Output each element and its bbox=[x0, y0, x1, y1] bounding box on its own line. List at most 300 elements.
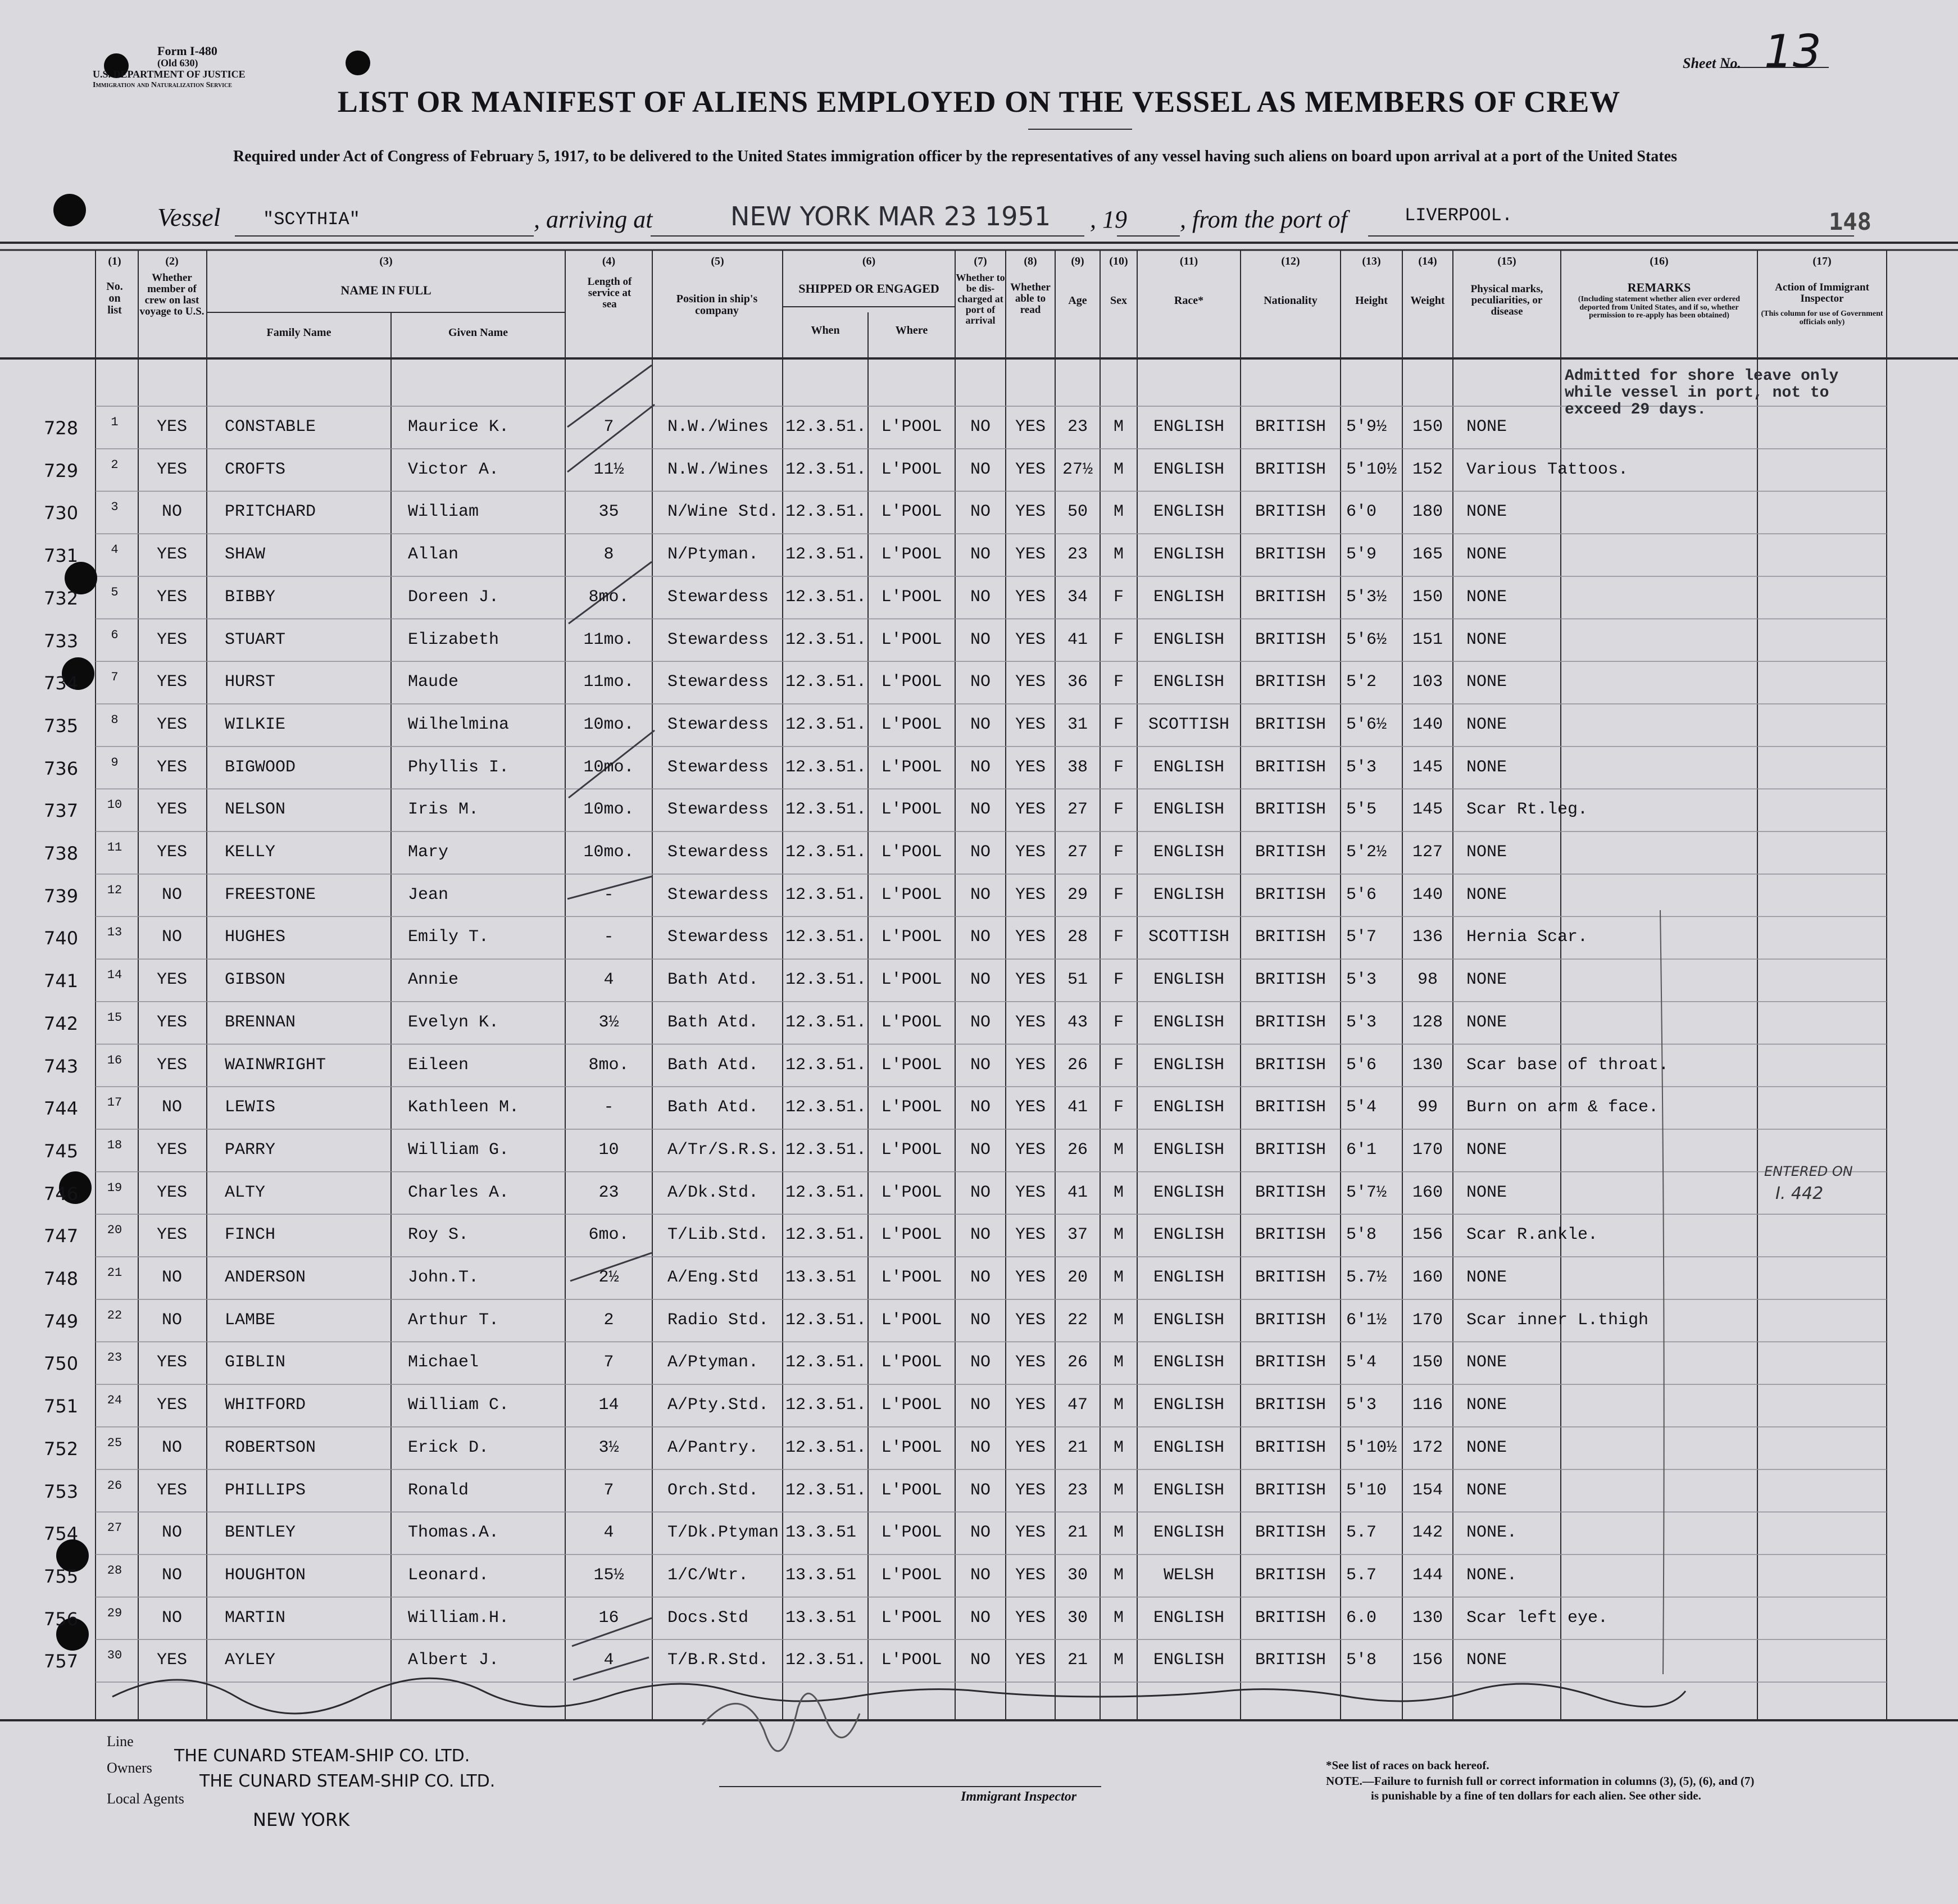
cell-position: A/Eng.Std bbox=[667, 1268, 759, 1287]
cell-height: 5'5 bbox=[1346, 800, 1377, 820]
cell-sex: M bbox=[1113, 1480, 1124, 1500]
cell-disch: NO bbox=[970, 545, 991, 565]
cell-last: YES bbox=[156, 1480, 187, 1500]
cell-disch: NO bbox=[970, 928, 991, 947]
cell-ref: 730 bbox=[44, 502, 79, 524]
cell-position: Docs.Std bbox=[667, 1608, 749, 1628]
cell-race: ENGLISH bbox=[1153, 630, 1225, 649]
cell-no: 26 bbox=[107, 1478, 122, 1493]
cell-nat: BRITISH bbox=[1255, 885, 1326, 905]
cell-height: 5'3 bbox=[1346, 1396, 1377, 1415]
cell-read: YES bbox=[1015, 885, 1046, 905]
cell-read: YES bbox=[1015, 460, 1046, 479]
cell-sex: M bbox=[1113, 1608, 1124, 1628]
cell-given: Albert J. bbox=[408, 1651, 499, 1670]
cell-age: 30 bbox=[1067, 1565, 1088, 1585]
cell-ref: 743 bbox=[44, 1055, 79, 1077]
cell-family: PARRY bbox=[225, 1140, 276, 1160]
cell-family: STUART bbox=[225, 630, 286, 649]
cell-read: YES bbox=[1015, 1225, 1046, 1245]
cell-read: YES bbox=[1015, 1140, 1046, 1160]
cell-marks: NONE bbox=[1466, 1140, 1507, 1160]
cell-marks: NONE bbox=[1466, 885, 1507, 905]
cell-ref: 748 bbox=[44, 1268, 79, 1289]
cell-age: 23 bbox=[1067, 1480, 1088, 1500]
cell-nat: BRITISH bbox=[1255, 843, 1326, 862]
cell-weight: 130 bbox=[1412, 1608, 1443, 1628]
cell-last: YES bbox=[156, 672, 187, 692]
cell-height: 5'6½ bbox=[1346, 630, 1387, 649]
cell-ref: 752 bbox=[44, 1438, 79, 1460]
cell-where: L'POOL bbox=[881, 800, 942, 820]
cell-marks: Various Tattoos. bbox=[1466, 460, 1629, 479]
cell-ref: 749 bbox=[44, 1310, 79, 1332]
cell-when: 12.3.51. bbox=[785, 1055, 867, 1075]
col3-given: Given Name bbox=[448, 326, 508, 339]
cell-weight: 156 bbox=[1412, 1651, 1443, 1670]
cell-marks: NONE bbox=[1466, 587, 1507, 607]
cell-family: SHAW bbox=[225, 545, 266, 565]
cell-weight: 142 bbox=[1412, 1523, 1443, 1543]
cell-no: 6 bbox=[111, 628, 119, 642]
col3-family: Family Name bbox=[266, 326, 331, 339]
cell-age: 20 bbox=[1067, 1268, 1088, 1287]
cell-height: 5'3 bbox=[1346, 1012, 1377, 1032]
cell-ref: 753 bbox=[44, 1480, 79, 1502]
cell-disch: NO bbox=[970, 843, 991, 862]
cell-sex: F bbox=[1113, 843, 1124, 862]
cell-service: 11mo. bbox=[583, 630, 634, 649]
cell-nat: BRITISH bbox=[1255, 1098, 1326, 1117]
cell-marks: NONE bbox=[1466, 630, 1507, 649]
cell-where: L'POOL bbox=[881, 1268, 942, 1287]
cell-ref: 729 bbox=[44, 460, 79, 481]
cell-marks: NONE bbox=[1466, 1438, 1507, 1457]
cell-where: L'POOL bbox=[881, 1651, 942, 1670]
cell-no: 13 bbox=[107, 925, 122, 940]
cell-position: N.W./Wines bbox=[667, 460, 769, 479]
cell-given: Emily T. bbox=[408, 928, 489, 947]
cell-last: NO bbox=[161, 1438, 182, 1457]
cell-where: L'POOL bbox=[881, 672, 942, 692]
line-label: Line bbox=[107, 1733, 134, 1750]
cell-family: BRENNAN bbox=[225, 1012, 296, 1032]
cell-service: 7 bbox=[603, 1353, 614, 1373]
page-number: 148 bbox=[1829, 208, 1871, 235]
cell-given: Michael bbox=[408, 1353, 479, 1373]
cell-sex: F bbox=[1113, 672, 1124, 692]
cell-service: 3½ bbox=[598, 1438, 619, 1457]
cell-marks: NONE bbox=[1466, 757, 1507, 777]
cell-height: 5'10 bbox=[1346, 1480, 1387, 1500]
cell-race: ENGLISH bbox=[1153, 757, 1225, 777]
cell-no: 2 bbox=[111, 457, 119, 472]
cell-height: 5'6 bbox=[1346, 1055, 1377, 1075]
cell-nat: BRITISH bbox=[1255, 1438, 1326, 1457]
col11-label: Race* bbox=[1174, 294, 1204, 307]
cell-nat: BRITISH bbox=[1255, 928, 1326, 947]
cell-service: 3½ bbox=[598, 1012, 619, 1032]
cell-when: 13.3.51 bbox=[785, 1523, 857, 1543]
cell-age: 38 bbox=[1067, 757, 1088, 777]
cell-nat: BRITISH bbox=[1255, 587, 1326, 607]
cell-service: 10mo. bbox=[583, 757, 634, 777]
owners-label: Owners bbox=[107, 1760, 152, 1776]
cell-service: 2½ bbox=[598, 1268, 619, 1287]
cell-age: 29 bbox=[1067, 885, 1088, 905]
cell-where: L'POOL bbox=[881, 757, 942, 777]
cell-ref: 755 bbox=[44, 1565, 79, 1587]
cell-where: L'POOL bbox=[881, 1523, 942, 1543]
cell-given: Maude bbox=[408, 672, 459, 692]
col14-label: Weight bbox=[1410, 294, 1445, 307]
cell-nat: BRITISH bbox=[1255, 970, 1326, 990]
cell-height: 5'4 bbox=[1346, 1353, 1377, 1373]
cell-race: ENGLISH bbox=[1153, 1396, 1225, 1415]
cell-when: 12.3.51. bbox=[785, 843, 867, 862]
cell-given: Mary bbox=[408, 843, 449, 862]
cell-weight: 151 bbox=[1412, 630, 1443, 649]
col6-num: (6) bbox=[862, 255, 876, 267]
cell-position: Stewardess bbox=[667, 800, 769, 820]
year-label: , 19 bbox=[1090, 206, 1127, 233]
cell-nat: BRITISH bbox=[1255, 1055, 1326, 1075]
col16-label: REMARKS bbox=[1627, 280, 1691, 294]
cell-disch: NO bbox=[970, 1438, 991, 1457]
cell-weight: 140 bbox=[1412, 715, 1443, 734]
cell-no: 8 bbox=[111, 712, 119, 727]
cell-where: L'POOL bbox=[881, 928, 942, 947]
cell-race: ENGLISH bbox=[1153, 460, 1225, 479]
cell-marks: NONE bbox=[1466, 1012, 1507, 1032]
cell-read: YES bbox=[1015, 1565, 1046, 1585]
cell-nat: BRITISH bbox=[1255, 1140, 1326, 1160]
cell-age: 43 bbox=[1067, 1012, 1088, 1032]
cell-age: 36 bbox=[1067, 672, 1088, 692]
col6-when: When bbox=[811, 324, 840, 337]
cell-service: 11mo. bbox=[583, 672, 634, 692]
cell-family: HUGHES bbox=[225, 928, 286, 947]
cell-nat: BRITISH bbox=[1255, 715, 1326, 734]
cell-position: Bath Atd. bbox=[667, 1055, 759, 1075]
col5-num: (5) bbox=[711, 255, 724, 267]
entered-remark: ENTERED ON I. 442 bbox=[1764, 1164, 1853, 1203]
cell-ref: 747 bbox=[44, 1225, 79, 1247]
cell-sex: M bbox=[1113, 545, 1124, 565]
cell-sex: M bbox=[1113, 1225, 1124, 1245]
cell-no: 20 bbox=[107, 1223, 122, 1238]
cell-height: 5'7 bbox=[1346, 928, 1377, 947]
cell-ref: 754 bbox=[44, 1523, 79, 1545]
cell-read: YES bbox=[1015, 1055, 1046, 1075]
cell-position: Stewardess bbox=[667, 885, 769, 905]
cell-where: L'POOL bbox=[881, 502, 942, 522]
cell-no: 19 bbox=[107, 1180, 122, 1195]
cell-race: ENGLISH bbox=[1153, 1353, 1225, 1373]
cell-sex: M bbox=[1113, 1438, 1124, 1457]
cell-when: 12.3.51. bbox=[785, 1225, 867, 1245]
cell-read: YES bbox=[1015, 502, 1046, 522]
cell-service: 23 bbox=[598, 1183, 619, 1202]
cell-no: 11 bbox=[107, 840, 122, 855]
cell-marks: NONE. bbox=[1466, 1523, 1518, 1543]
cell-position: T/Lib.Std. bbox=[667, 1225, 769, 1245]
cell-when: 12.3.51. bbox=[785, 630, 867, 649]
col3-label: NAME IN FULL bbox=[340, 283, 431, 297]
cell-age: 41 bbox=[1067, 630, 1088, 649]
cell-given: Arthur T. bbox=[408, 1310, 499, 1330]
col16-note: (Including statement whether alien ever ordered deported from United States, and if so, whether permission to re-apply has been obtained) bbox=[1578, 295, 1741, 320]
cell-age: 47 bbox=[1067, 1396, 1088, 1415]
cell-when: 12.3.51. bbox=[785, 672, 867, 692]
cell-no: 24 bbox=[107, 1393, 122, 1408]
cell-weight: 152 bbox=[1412, 460, 1443, 479]
cell-age: 22 bbox=[1067, 1310, 1088, 1330]
cell-service: 7 bbox=[603, 417, 614, 437]
arrival-stamp: NEW YORK MAR 23 1951 bbox=[730, 201, 1051, 231]
cell-last: NO bbox=[161, 1565, 182, 1585]
cell-last: NO bbox=[161, 928, 182, 947]
col8-num: (8) bbox=[1024, 255, 1037, 267]
col17-num: (17) bbox=[1812, 255, 1832, 267]
owners-value: THE CUNARD STEAM-SHIP CO. LTD. bbox=[199, 1771, 496, 1791]
cell-position: Bath Atd. bbox=[667, 1012, 759, 1032]
cell-ref: 739 bbox=[44, 885, 79, 907]
agents-value: NEW YORK bbox=[253, 1809, 350, 1830]
cell-sex: M bbox=[1113, 1565, 1124, 1585]
cell-height: 5'7½ bbox=[1346, 1183, 1387, 1202]
cell-last: YES bbox=[156, 417, 187, 437]
cell-read: YES bbox=[1015, 1012, 1046, 1032]
cell-no: 21 bbox=[107, 1266, 122, 1280]
cell-disch: NO bbox=[970, 587, 991, 607]
cell-weight: 128 bbox=[1412, 1012, 1443, 1032]
cell-last: YES bbox=[156, 1183, 187, 1202]
arriving-label: , arriving at bbox=[534, 206, 653, 233]
cell-sex: F bbox=[1113, 1012, 1124, 1032]
cell-where: L'POOL bbox=[881, 1565, 942, 1585]
cell-disch: NO bbox=[970, 885, 991, 905]
cell-service: 16 bbox=[598, 1608, 619, 1628]
cell-given: Ronald bbox=[408, 1480, 469, 1500]
cell-given: Phyllis I. bbox=[408, 757, 510, 777]
cell-age: 23 bbox=[1067, 545, 1088, 565]
cell-when: 12.3.51. bbox=[785, 1438, 867, 1457]
cell-where: L'POOL bbox=[881, 885, 942, 905]
cell-weight: 170 bbox=[1412, 1310, 1443, 1330]
cell-read: YES bbox=[1015, 1353, 1046, 1373]
cell-age: 50 bbox=[1067, 502, 1088, 522]
cell-ref: 735 bbox=[44, 715, 79, 737]
cell-nat: BRITISH bbox=[1255, 502, 1326, 522]
cell-no: 17 bbox=[107, 1096, 122, 1110]
cell-service: 14 bbox=[598, 1396, 619, 1415]
cell-height: 6'1½ bbox=[1346, 1310, 1387, 1330]
col10-num: (10) bbox=[1109, 255, 1128, 267]
cell-family: LEWIS bbox=[225, 1098, 276, 1117]
vessel-name: "SCYTHIA" bbox=[263, 209, 360, 230]
cell-race: ENGLISH bbox=[1153, 1225, 1225, 1245]
cell-disch: NO bbox=[970, 1098, 991, 1117]
cell-when: 12.3.51. bbox=[785, 800, 867, 820]
cell-last: YES bbox=[156, 587, 187, 607]
cell-race: ENGLISH bbox=[1153, 1480, 1225, 1500]
cell-marks: Scar R.ankle. bbox=[1466, 1225, 1598, 1245]
cell-read: YES bbox=[1015, 1098, 1046, 1117]
cell-when: 12.3.51. bbox=[785, 1140, 867, 1160]
cell-age: 27½ bbox=[1062, 460, 1093, 479]
cell-sex: M bbox=[1113, 502, 1124, 522]
col5-label: Position in ship's company bbox=[676, 293, 758, 317]
cell-service: 10 bbox=[598, 1140, 619, 1160]
form-subtitle: Required under Act of Congress of February 5, 1917, to be delivered to the United States immigration officer by the representatives of any vessel having such aliens on board upon arrival at a port of the United States bbox=[233, 148, 1677, 165]
cell-position: N/Wine Std. bbox=[667, 502, 779, 522]
cell-where: L'POOL bbox=[881, 1396, 942, 1415]
cell-ref: 728 bbox=[44, 417, 79, 439]
cell-position: T/B.R.Std. bbox=[667, 1651, 769, 1670]
cell-sex: M bbox=[1113, 1183, 1124, 1202]
col9-label: Age bbox=[1068, 294, 1087, 307]
cell-read: YES bbox=[1015, 1438, 1046, 1457]
cell-family: AYLEY bbox=[225, 1651, 276, 1670]
cell-nat: BRITISH bbox=[1255, 1225, 1326, 1245]
col15-label: Physical marks, peculiarities, or disease bbox=[1470, 283, 1543, 317]
cell-sex: M bbox=[1113, 1353, 1124, 1373]
cell-where: L'POOL bbox=[881, 1098, 942, 1117]
penalty-note-2: is punishable by a fine of ten dollars for each alien. See other side. bbox=[1371, 1789, 1701, 1802]
cell-disch: NO bbox=[970, 1012, 991, 1032]
cell-age: 27 bbox=[1067, 800, 1088, 820]
cell-position: Stewardess bbox=[667, 843, 769, 862]
cell-marks: Scar Rt.leg. bbox=[1466, 800, 1588, 820]
cell-weight: 150 bbox=[1412, 587, 1443, 607]
sheet-number: 13 bbox=[1764, 25, 1821, 78]
cell-race: SCOTTISH bbox=[1148, 715, 1230, 734]
cell-service: 4 bbox=[603, 1651, 614, 1670]
cell-nat: BRITISH bbox=[1255, 1480, 1326, 1500]
cell-service: 10mo. bbox=[583, 715, 634, 734]
cell-weight: 154 bbox=[1412, 1480, 1443, 1500]
cell-height: 5'6½ bbox=[1346, 715, 1387, 734]
cell-given: Erick D. bbox=[408, 1438, 489, 1457]
cell-weight: 165 bbox=[1412, 545, 1443, 565]
cell-when: 13.3.51 bbox=[785, 1268, 857, 1287]
cell-nat: BRITISH bbox=[1255, 1183, 1326, 1202]
cell-marks: Hernia Scar. bbox=[1466, 928, 1588, 947]
cell-weight: 116 bbox=[1412, 1396, 1443, 1415]
cell-when: 12.3.51. bbox=[785, 757, 867, 777]
cell-read: YES bbox=[1015, 1480, 1046, 1500]
cell-sex: M bbox=[1113, 1310, 1124, 1330]
cell-service: 6mo. bbox=[588, 1225, 629, 1245]
cell-given: Kathleen M. bbox=[408, 1098, 520, 1117]
cell-when: 12.3.51. bbox=[785, 1396, 867, 1415]
cell-service: 35 bbox=[598, 502, 619, 522]
cell-family: FINCH bbox=[225, 1225, 276, 1245]
cell-disch: NO bbox=[970, 417, 991, 437]
cell-service: - bbox=[603, 928, 614, 947]
cell-race: ENGLISH bbox=[1153, 1183, 1225, 1202]
cell-service: - bbox=[603, 1098, 614, 1117]
cell-given: Charles A. bbox=[408, 1183, 510, 1202]
cell-race: ENGLISH bbox=[1153, 1268, 1225, 1287]
cell-sex: M bbox=[1113, 1268, 1124, 1287]
cell-position: Radio Std. bbox=[667, 1310, 769, 1330]
cell-position: Orch.Std. bbox=[667, 1480, 759, 1500]
cell-position: T/Dk.Ptyman bbox=[667, 1523, 779, 1543]
cell-ref: 737 bbox=[44, 800, 79, 822]
cell-height: 5'8 bbox=[1346, 1651, 1377, 1670]
cell-sex: F bbox=[1113, 630, 1124, 649]
cell-nat: BRITISH bbox=[1255, 1651, 1326, 1670]
cell-service: 8 bbox=[603, 545, 614, 565]
col15-num: (15) bbox=[1497, 255, 1516, 267]
cell-position: A/Tr/S.R.S. bbox=[667, 1140, 779, 1160]
cell-service: 2 bbox=[603, 1310, 614, 1330]
cell-where: L'POOL bbox=[881, 1353, 942, 1373]
cell-sex: M bbox=[1113, 1651, 1124, 1670]
from-port: LIVERPOOL. bbox=[1405, 205, 1513, 226]
cell-race: ENGLISH bbox=[1153, 587, 1225, 607]
cell-marks: Scar left eye. bbox=[1466, 1608, 1609, 1628]
cell-read: YES bbox=[1015, 672, 1046, 692]
cell-marks: NONE bbox=[1466, 715, 1507, 734]
cell-where: L'POOL bbox=[881, 1183, 942, 1202]
cell-given: Evelyn K. bbox=[408, 1012, 499, 1032]
cell-marks: NONE bbox=[1466, 545, 1507, 565]
cell-read: YES bbox=[1015, 1310, 1046, 1330]
cell-weight: 130 bbox=[1412, 1055, 1443, 1075]
cell-age: 26 bbox=[1067, 1055, 1088, 1075]
cell-family: PHILLIPS bbox=[225, 1480, 306, 1500]
cell-family: LAMBE bbox=[225, 1310, 276, 1330]
cell-last: YES bbox=[156, 460, 187, 479]
cell-marks: NONE bbox=[1466, 1183, 1507, 1202]
cell-nat: BRITISH bbox=[1255, 672, 1326, 692]
cell-no: 30 bbox=[107, 1648, 122, 1663]
col16-num: (16) bbox=[1650, 255, 1669, 267]
cell-nat: BRITISH bbox=[1255, 1523, 1326, 1543]
form-old-number: (Old 630) bbox=[157, 57, 198, 69]
col3-num: (3) bbox=[379, 255, 393, 267]
cell-where: L'POOL bbox=[881, 545, 942, 565]
cell-marks: Scar base of throat. bbox=[1466, 1055, 1669, 1075]
cell-position: Stewardess bbox=[667, 928, 769, 947]
cell-sex: F bbox=[1113, 757, 1124, 777]
cell-no: 22 bbox=[107, 1308, 122, 1323]
cell-read: YES bbox=[1015, 1608, 1046, 1628]
cell-read: YES bbox=[1015, 1268, 1046, 1287]
col4-num: (4) bbox=[602, 255, 616, 267]
cell-read: YES bbox=[1015, 1183, 1046, 1202]
cell-height: 5'9 bbox=[1346, 545, 1377, 565]
cell-height: 5.7 bbox=[1346, 1523, 1377, 1543]
cell-when: 12.3.51. bbox=[785, 587, 867, 607]
cell-disch: NO bbox=[970, 630, 991, 649]
cell-nat: BRITISH bbox=[1255, 1565, 1326, 1585]
cell-given: Allan bbox=[408, 545, 459, 565]
cell-no: 3 bbox=[111, 500, 119, 515]
cell-marks: Burn on arm & face. bbox=[1466, 1098, 1659, 1117]
cell-age: 30 bbox=[1067, 1608, 1088, 1628]
cell-ref: 746 bbox=[44, 1183, 79, 1205]
cell-given: William bbox=[408, 502, 479, 522]
cell-family: HURST bbox=[225, 672, 276, 692]
cell-service: 10mo. bbox=[583, 800, 634, 820]
cell-sex: M bbox=[1113, 1396, 1124, 1415]
cell-weight: 156 bbox=[1412, 1225, 1443, 1245]
cell-weight: 103 bbox=[1412, 672, 1443, 692]
